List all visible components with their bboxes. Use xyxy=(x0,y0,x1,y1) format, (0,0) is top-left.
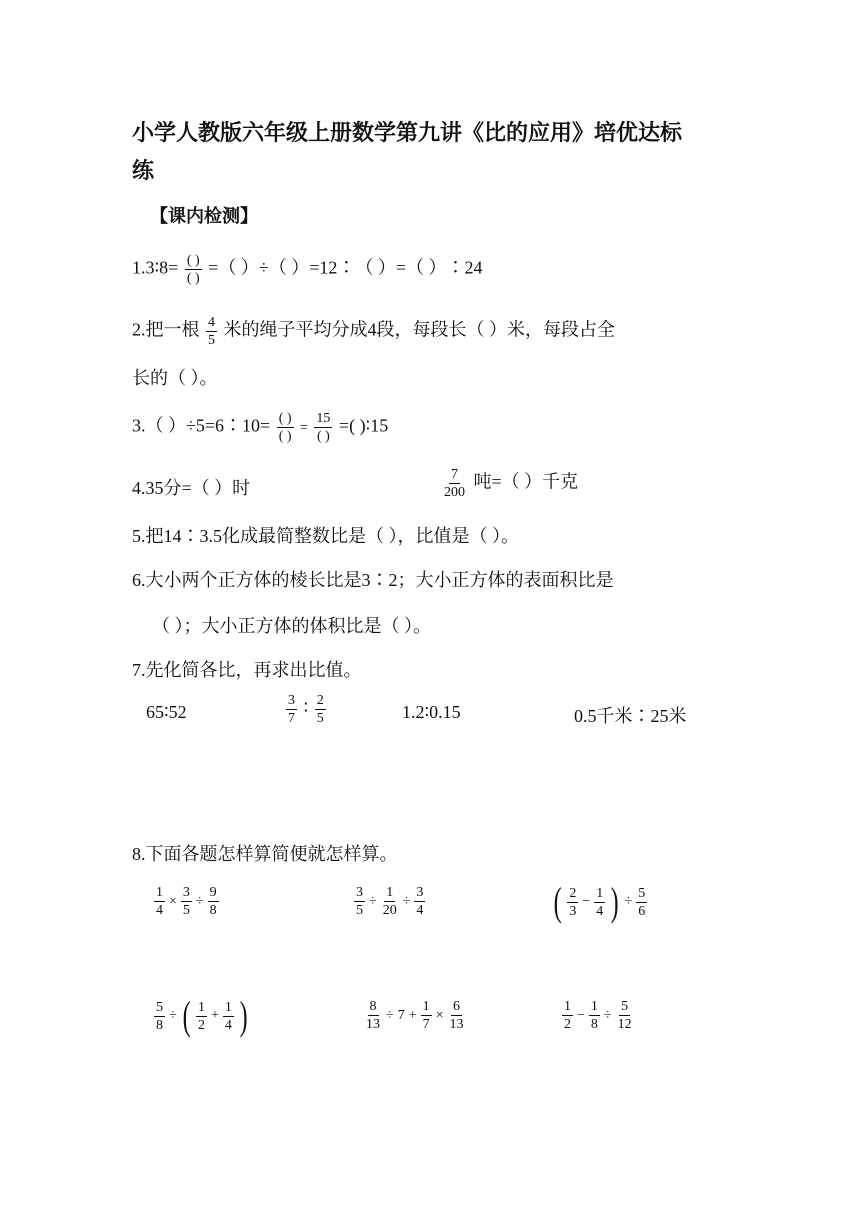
q2-frac-den: 5 xyxy=(208,333,215,348)
e5-n3: 6 xyxy=(453,999,460,1014)
q3-f2-num: 15 xyxy=(316,411,331,426)
e3-op2: ÷ xyxy=(624,894,633,909)
e6-d2: 8 xyxy=(590,1017,598,1032)
e4-d2: 2 xyxy=(198,1017,206,1033)
e4-right-paren: ) xyxy=(239,993,248,1038)
q2-fraction xyxy=(206,314,217,349)
question-4-part2 xyxy=(440,466,578,501)
q7-item2-b-den: 5 xyxy=(316,711,324,726)
e6-n3: 5 xyxy=(621,999,629,1014)
e2-op2: ÷ xyxy=(402,893,411,909)
e1-n2: 3 xyxy=(182,885,190,900)
q7-item-2 xyxy=(284,692,328,727)
e5-d2: 7 xyxy=(422,1017,430,1032)
e1-op2: ÷ xyxy=(195,893,204,909)
q1-fraction xyxy=(185,252,202,287)
e3-d3: 6 xyxy=(638,903,646,919)
q3-prefix: 3.（ ）÷5=6∶10= xyxy=(132,415,271,436)
e3-n2: 1 xyxy=(596,885,604,901)
q2-prefix: 2.把一根 xyxy=(132,319,200,340)
e2-n3: 3 xyxy=(416,885,424,900)
q7-item2-b-num: 2 xyxy=(316,693,324,708)
q3-f1-den: ( ) xyxy=(278,429,292,444)
e3-left-paren: ( xyxy=(553,879,562,924)
e6-n2: 1 xyxy=(590,999,598,1014)
e5-op2: + xyxy=(408,1007,417,1023)
e2-d1: 5 xyxy=(356,903,363,918)
e1-d1: 4 xyxy=(156,903,163,918)
q3-fraction-2 xyxy=(314,410,332,445)
e4-n1: 5 xyxy=(156,999,163,1015)
q4-frac-den: 200 xyxy=(444,485,465,500)
q8-expr-4 xyxy=(152,993,251,1038)
q7-item2-a-num: 3 xyxy=(288,693,295,708)
e5-n2: 1 xyxy=(422,999,430,1014)
e3-d1: 3 xyxy=(569,903,577,919)
question-2 xyxy=(132,314,615,349)
q8-expr-1 xyxy=(152,884,221,919)
q3-equals: = xyxy=(300,420,308,436)
e6-d1: 2 xyxy=(564,1017,571,1032)
e1-n3: 9 xyxy=(209,885,217,900)
question-4-part1: 4.35分=（ ）时 xyxy=(132,478,251,498)
q1-rest: =（ ）÷（ ）=12∶（ ）=（ ）∶24 xyxy=(208,257,483,278)
e5-n1: 8 xyxy=(369,999,377,1014)
q8-expr-2 xyxy=(352,884,427,919)
e3-n1: 2 xyxy=(569,885,577,901)
e4-left-paren: ( xyxy=(182,993,191,1038)
question-6-line2: （ ）；大小正方体的体积比是（ ）。 xyxy=(152,616,431,636)
e4-op2: + xyxy=(211,1008,219,1023)
question-5: 5.把14∶3.5化成最简整数比是（ ），比值是（ ）。 xyxy=(132,526,519,546)
q1-frac-num: ( ) xyxy=(186,253,200,268)
q4-frac-num: 7 xyxy=(451,467,458,482)
question-6-line1: 6.大小两个正方体的棱长比是3∶2；大小正方体的表面积比是 xyxy=(132,570,614,590)
section-heading: 【课内检测】 xyxy=(150,206,258,227)
e1-op1: × xyxy=(169,893,177,909)
e6-op2: ÷ xyxy=(603,1007,612,1023)
q3-rest: =( )∶15 xyxy=(338,415,389,436)
q7-item-4: 0.5千米∶25米 xyxy=(574,706,687,726)
title-continuation xyxy=(132,150,772,194)
e3-d2: 4 xyxy=(596,903,604,919)
e4-d1: 8 xyxy=(156,1017,163,1033)
q7-item2-sep: ∶ xyxy=(303,697,309,718)
q3-f2-den: ( ) xyxy=(317,429,330,444)
e2-n2: 1 xyxy=(386,885,394,900)
e1-n1: 1 xyxy=(156,885,163,900)
e3-op1: − xyxy=(582,894,591,909)
question-3 xyxy=(132,410,388,445)
e6-n1: 1 xyxy=(564,999,571,1014)
e1-d3: 8 xyxy=(209,903,217,918)
question-8: 8.下面各题怎样算简便就怎样算。 xyxy=(132,844,398,864)
e6-op1: − xyxy=(577,1007,585,1023)
q7-item-3: 1.2∶0.15 xyxy=(402,702,461,722)
q7-item2-a-den: 7 xyxy=(288,711,295,726)
title-line1: 小学人教版六年级上册数学第九讲《比的应用》培优达标 xyxy=(132,121,683,146)
title-line2: 练 xyxy=(132,159,155,184)
e2-op1: ÷ xyxy=(369,893,377,909)
e5-d3: 13 xyxy=(449,1017,464,1032)
e4-n3: 1 xyxy=(224,999,232,1015)
e4-n2: 1 xyxy=(198,999,206,1015)
e3-n3: 5 xyxy=(638,885,646,901)
e2-d2: 20 xyxy=(382,903,397,918)
q1-prefix: 1.3∶8= xyxy=(132,257,179,278)
e5-op1: ÷ xyxy=(386,1007,394,1023)
e4-d3: 4 xyxy=(224,1017,232,1033)
e2-n1: 3 xyxy=(356,885,363,900)
e2-d3: 4 xyxy=(416,903,424,918)
e3-right-paren: ) xyxy=(610,879,619,924)
e5-int: 7 xyxy=(397,1007,405,1023)
question-2-line2: 长的（ ）。 xyxy=(132,368,218,388)
question-7: 7.先化简各比，再求出比值。 xyxy=(132,660,362,680)
q2-rest: 米的绳子平均分成4段，每段长（ ）米，每段占全 xyxy=(223,319,615,340)
question-1 xyxy=(132,252,483,287)
q8-expr-6 xyxy=(560,998,636,1033)
q1-frac-den: ( ) xyxy=(186,271,200,286)
q7-item2-frac-a xyxy=(286,692,297,727)
e6-d3: 12 xyxy=(617,1017,632,1032)
e1-d2: 5 xyxy=(182,903,190,918)
e5-d1: 13 xyxy=(366,1017,380,1032)
q8-expr-5 xyxy=(362,998,468,1033)
q2-frac-num: 4 xyxy=(208,315,215,330)
q4-part2-text: 吨=（ ）千克 xyxy=(473,471,579,492)
e4-op1: ÷ xyxy=(169,1008,177,1023)
q4-fraction xyxy=(442,466,467,501)
e5-op3: × xyxy=(435,1007,444,1023)
q7-item2-frac-b xyxy=(315,692,326,727)
q3-f1-num: ( ) xyxy=(278,411,292,426)
q3-fraction-1 xyxy=(277,410,294,445)
q7-item-1: 65∶52 xyxy=(146,702,187,722)
q8-expr-3 xyxy=(550,879,649,924)
